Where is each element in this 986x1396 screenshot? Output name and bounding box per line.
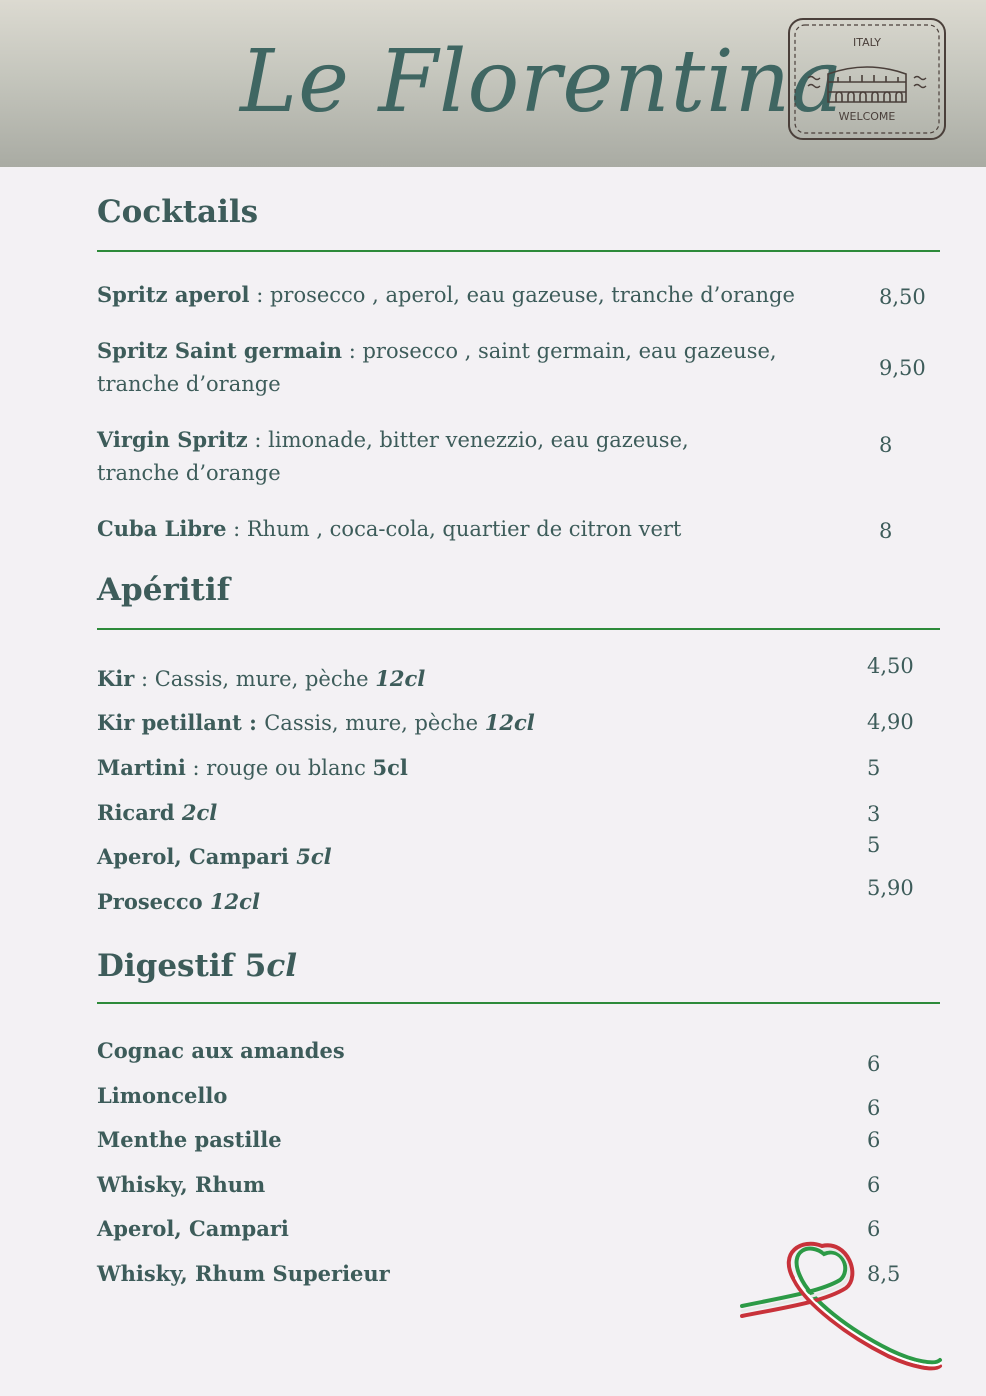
section-title-text: Digestif 5 <box>97 948 267 984</box>
item-price: 5,90 <box>867 876 914 900</box>
item-name: Limoncello <box>97 1083 228 1108</box>
item-description: : Cassis, mure, pèche <box>134 667 376 691</box>
menu-item <box>97 840 817 874</box>
item-name: Prosecco <box>97 889 210 914</box>
item-description: : Rhum , coca-cola, quartier de citron vert <box>226 517 682 541</box>
item-name: Kir petillant : <box>97 710 265 735</box>
item-price: 3 <box>867 802 881 826</box>
section-divider <box>97 1002 940 1004</box>
item-name: Spritz Saint germain <box>97 338 343 363</box>
item-price: 6 <box>867 1173 881 1197</box>
restaurant-name: Le Florentina <box>240 32 844 132</box>
header-banner <box>0 0 986 167</box>
menu-item <box>97 796 817 830</box>
item-price: 4,50 <box>867 654 914 678</box>
item-price: 6 <box>867 1128 881 1152</box>
item-name: Aperol, Campari <box>97 1216 289 1241</box>
item-name: Whisky, Rhum Superieur <box>97 1261 390 1286</box>
item-name: Aperol, Campari <box>97 844 297 869</box>
menu-item <box>97 278 817 312</box>
section-divider <box>97 250 940 252</box>
item-description: : rouge ou blanc <box>185 756 373 780</box>
menu-item <box>97 751 817 785</box>
item-name: Kir <box>97 666 135 691</box>
item-name: Spritz aperol <box>97 282 250 307</box>
item-price: 8,50 <box>879 285 926 309</box>
item-price: 6 <box>867 1217 881 1241</box>
menu-item <box>97 1034 817 1068</box>
item-price: 4,90 <box>867 710 914 734</box>
item-price: 6 <box>867 1052 881 1076</box>
item-name: Martini <box>97 755 186 780</box>
section-divider <box>97 628 940 630</box>
menu-item <box>97 885 817 919</box>
item-price: 8 <box>879 519 893 543</box>
section-title-cocktails: Cocktails <box>97 194 259 230</box>
item-quantity: 12cl <box>484 710 535 735</box>
item-name: Ricard <box>97 800 182 825</box>
item-name: Cuba Libre <box>97 516 227 541</box>
menu-item <box>97 1123 817 1157</box>
item-name: Virgin Spritz <box>97 427 248 452</box>
wave-left-icon <box>808 77 820 88</box>
menu-item <box>97 423 817 490</box>
section-title-digestif <box>97 948 297 984</box>
item-quantity: 2cl <box>181 800 218 825</box>
italian-heart-ribbon-icon <box>740 1240 945 1375</box>
menu-item <box>97 662 817 696</box>
menu-item <box>97 334 817 401</box>
colosseum-icon <box>828 67 906 102</box>
item-quantity: 12cl <box>209 889 260 914</box>
item-quantity: 12cl <box>375 666 426 691</box>
menu-item <box>97 1257 817 1291</box>
section-title-quantity: cl <box>266 948 297 984</box>
item-price: 8 <box>879 433 893 457</box>
item-quantity: 5cl <box>372 755 408 780</box>
menu-item <box>97 1212 817 1246</box>
stamp-bottom-text: WELCOME <box>838 110 896 123</box>
item-name: Menthe pastille <box>97 1127 282 1152</box>
wave-right-icon <box>914 77 926 88</box>
item-price: 6 <box>867 1096 881 1120</box>
item-quantity: 5cl <box>296 844 332 869</box>
menu-item <box>97 512 817 546</box>
item-name: Cognac aux amandes <box>97 1038 345 1063</box>
item-description-cont: tranche d’orange <box>97 461 281 485</box>
item-description: : prosecco , saint germain, eau gazeuse, <box>342 339 777 363</box>
item-price: 8,5 <box>867 1262 901 1286</box>
item-price: 9,50 <box>879 356 926 380</box>
italy-welcome-stamp <box>786 16 948 142</box>
menu-item <box>97 1168 817 1202</box>
item-price: 5 <box>867 833 881 857</box>
item-price: 5 <box>867 756 881 780</box>
item-description: : prosecco , aperol, eau gazeuse, tranche d’orange <box>249 283 795 307</box>
section-title-aperitif: Apéritif <box>97 572 230 608</box>
menu-item <box>97 706 817 740</box>
menu-item <box>97 1079 817 1113</box>
item-description: : limonade, bitter venezzio, eau gazeuse, <box>247 428 689 452</box>
item-description-cont: tranche d’orange <box>97 372 281 396</box>
item-name: Whisky, Rhum <box>97 1172 266 1197</box>
item-description: Cassis, mure, pèche <box>264 711 485 735</box>
stamp-top-text: ITALY <box>852 36 882 49</box>
